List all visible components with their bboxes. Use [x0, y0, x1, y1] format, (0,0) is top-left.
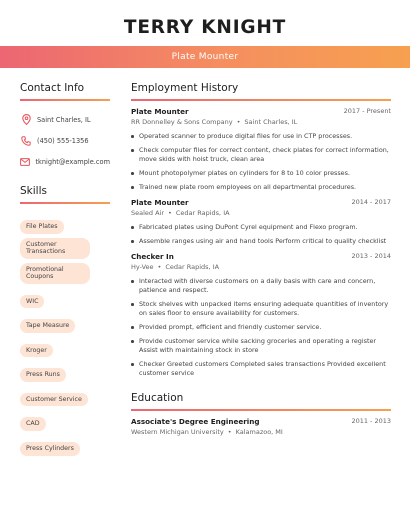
skill-chip: File Plates: [20, 220, 64, 234]
contact-list: [20, 109, 110, 172]
skill-chip: Tape Measure: [20, 319, 75, 333]
contact-phone[interactable]: [20, 130, 110, 151]
employment-divider: [131, 99, 391, 101]
contact-location-text: Saint Charles, IL: [37, 115, 91, 124]
job-location: Cedar Rapids, IA: [175, 209, 230, 217]
job-company: RR Donnelley & Sons Company: [131, 118, 233, 126]
job-title-heading: Plate Mounter: [171, 52, 239, 62]
education-divider: [131, 409, 391, 411]
job-location: Saint Charles, IL: [244, 118, 298, 126]
skill-chip: Press Cylinders: [20, 442, 80, 456]
school-location: Kalamazoo, MI: [235, 428, 283, 436]
job-location: Cedar Rapids, IA: [165, 263, 220, 271]
job-title: Checker In: [131, 252, 174, 261]
right-column: [131, 82, 391, 436]
left-column: [20, 82, 110, 460]
title-banner: [0, 46, 410, 68]
skill-chip: CAD: [20, 417, 46, 431]
job-date: 2017 - Present: [343, 107, 391, 115]
job-bullet: Mount photopolymer plates on cylinders for 8 to 10 color presses.: [131, 169, 391, 178]
skill-chip: WIC: [20, 295, 44, 309]
job-company: Hy-Vee: [131, 263, 154, 271]
job-bullet: Trained new plate room employees on all departmental procedures.: [131, 183, 391, 192]
skill-chip: Customer Transactions: [20, 238, 90, 259]
phone-icon: [20, 135, 32, 147]
contact-location: [20, 109, 110, 130]
contact-email-text: tknight@example.com: [35, 157, 110, 166]
job-date: 2014 - 2017: [351, 198, 391, 206]
skill-chip: Customer Service: [20, 393, 88, 407]
skill-chip: Promotional Coupons: [20, 263, 90, 284]
skill-chip: Press Runs: [20, 368, 66, 382]
location-pin-icon: [20, 114, 32, 126]
job-date: 2013 - 2014: [351, 252, 391, 260]
job-entry: Checker In 2013 - 2014 Hy-Vee • Cedar Rapids, IA Interacted with diverse customers on a daily basis with care and concern, patience and respect. Stock shelves with unpacked items ensuring adequate quantities of inventory on sales floor to ensure availability for customers. Provided prompt, efficient and friendly customer service. Provide customer service while sacking groceries and operating a register Assist with maintaining stock in store Checker Greeted customers Completed sales transactions Provided excellent customer service: [131, 252, 391, 377]
candidate-name: TERRY KNIGHT: [123, 17, 287, 38]
job-bullets: [131, 223, 391, 246]
job-entry: Plate Mounter 2014 - 2017 Sealed Air • Cedar Rapids, IA Fabricated plates using DuPont Cyrel equipment and Flexo program. Assemble ranges using air and hand tools Perform critical to quality checklist: [131, 198, 391, 245]
contact-phone-text: (450) 555-1356: [37, 136, 89, 145]
education-date: 2011 - 2013: [351, 417, 391, 425]
job-title: Plate Mounter: [131, 198, 189, 207]
job-bullets: [131, 277, 391, 378]
job-bullet: Interacted with diverse customers on a daily basis with care and concern, patience and respect.: [131, 277, 391, 295]
employment-section-title: Employment History: [131, 82, 239, 94]
job-bullet: Stock shelves with unpacked items ensuring adequate quantities of inventory on sales floor to ensure availability for customers.: [131, 300, 391, 318]
education-section-title: Education: [131, 392, 184, 404]
job-bullet: Operated scanner to produce digital files for use in CTP processes.: [131, 132, 391, 141]
job-company: Sealed Air: [131, 209, 165, 217]
school-name: Western Michigan University: [131, 428, 224, 436]
email-icon: [20, 156, 30, 168]
job-title: Plate Mounter: [131, 107, 189, 116]
job-bullet: Checker Greeted customers Completed sales transactions Provided excellent customer service: [131, 360, 391, 378]
skills-list: [20, 213, 110, 460]
job-entry: Plate Mounter 2017 - Present RR Donnelley & Sons Company • Saint Charles, IL Operated scanner to produce digital files for use in CTP processes. Check computer files for correct content, check plates for correct information, move skids with hoist truck, clean area Mount photopolymer plates on cylinders for 8 to 10 color presses. Trained new plate room employees on all departmental procedures.: [131, 107, 391, 191]
job-bullet: Check computer files for correct content, check plates for correct information, move skids with hoist truck, clean area: [131, 146, 391, 164]
contact-divider: [20, 99, 110, 101]
skill-chip: Kroger: [20, 344, 53, 358]
contact-section-title: Contact Info: [20, 82, 85, 94]
skills-section-title: Skills: [20, 185, 47, 197]
job-bullet: Fabricated plates using DuPont Cyrel equipment and Flexo program.: [131, 223, 391, 232]
job-bullet: Provide customer service while sacking groceries and operating a register Assist with maintaining stock in store: [131, 337, 391, 355]
contact-email[interactable]: [20, 151, 110, 172]
job-bullets: [131, 132, 391, 192]
job-bullet: Provided prompt, efficient and friendly customer service.: [131, 323, 391, 332]
degree-title: Associate's Degree Engineering: [131, 417, 260, 426]
education-entry: Associate's Degree Engineering 2011 - 2013 Western Michigan University • Kalamazoo, MI: [131, 417, 391, 436]
job-bullet: Assemble ranges using air and hand tools Perform critical to quality checklist: [131, 237, 391, 246]
skills-divider: [20, 202, 110, 204]
